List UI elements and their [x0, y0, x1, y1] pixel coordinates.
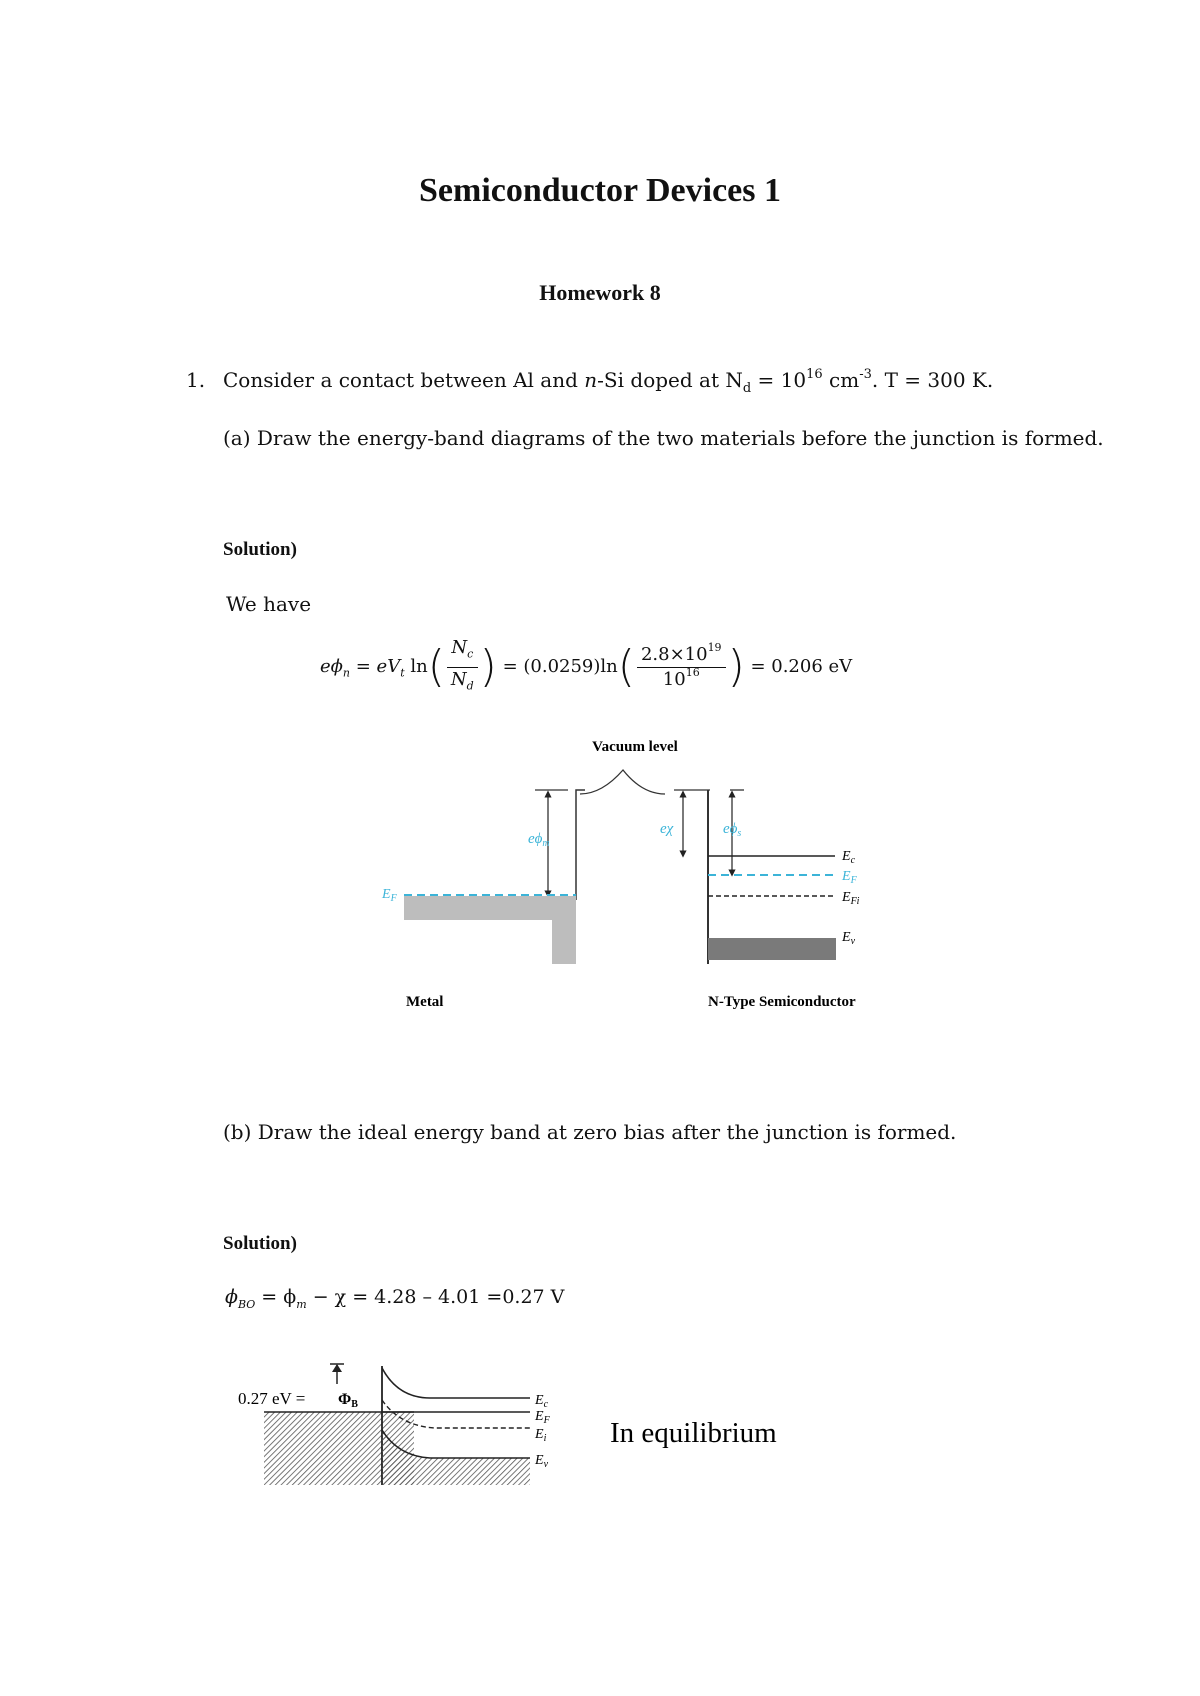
band-diagram-equilibrium [230, 1360, 830, 1490]
equation-phi-bo: $\phi_{BO} = \phi_m - \chi = 4.28 - 4.01 =0.27$ V [225, 1286, 565, 1311]
we-have-text: We have [226, 592, 312, 616]
equilibrium-caption: In equilibrium [610, 1417, 777, 1449]
ev-label: $E_v$ [842, 930, 856, 947]
metal-filled-band [404, 896, 576, 920]
part-a-question: (a) Draw the energy-band diagrams of the two materials before the junction is formed. [223, 426, 1104, 450]
metal-side-block [552, 896, 576, 964]
phi-s-label: $e\phi_s$ [723, 821, 742, 839]
ec-bent-band [382, 1368, 530, 1398]
ef-label-b: $E_F$ [535, 1409, 550, 1426]
part-b-question: (b) Draw the ideal energy band at zero bias after the junction is formed. [223, 1120, 957, 1144]
metal-vacuum-level [576, 790, 585, 900]
document-title: Semiconductor Devices 1 [419, 172, 781, 209]
efi-label: $E_{Fi}$ [842, 890, 860, 907]
solution-a-label: Solution) [223, 539, 297, 560]
problem-statement: Consider a contact between Al and n-Si doped at $N_d = 10^{16}$ $cm^{-3}$. T = 300 K. [223, 367, 994, 396]
ec-label: $E_c$ [842, 849, 856, 866]
barrier-arrow-head [332, 1364, 342, 1372]
vacuum-level-label: Vacuum level [592, 739, 678, 755]
semiconductor-label: N-Type Semiconductor [708, 994, 856, 1010]
barrier-height-label: 0.27 eV = [238, 1389, 306, 1408]
ev-label-b: $E_v$ [535, 1453, 549, 1470]
homework-title: Homework 8 [539, 280, 661, 305]
ef-label: $E_F$ [842, 869, 857, 886]
equation-e-phi-n: $e\phi_n = eV_t$ ln( $\frac{N_c}{N_d}$ ) = (0.0259)ln( $\frac{2.8\times 10^{19}}{10^{16}}$ ) = 0.206 eV [320, 637, 853, 693]
metal-label: Metal [406, 994, 444, 1010]
problem-number: 1. [186, 368, 206, 392]
ei-label-b: $E_i$ [535, 1427, 547, 1444]
solution-b-label: Solution) [223, 1233, 297, 1254]
phi-m-label: $e\phi_m$ [528, 831, 550, 849]
vacuum-level-brace [580, 770, 665, 794]
phi-b-label: ΦB [338, 1391, 358, 1410]
chi-label: eχ [660, 821, 674, 837]
band-diagram-before-contact [380, 730, 900, 1030]
metal-ef-label: $E_F$ [382, 887, 397, 904]
valence-band [708, 938, 836, 960]
ec-label-b: $E_c$ [535, 1393, 549, 1410]
